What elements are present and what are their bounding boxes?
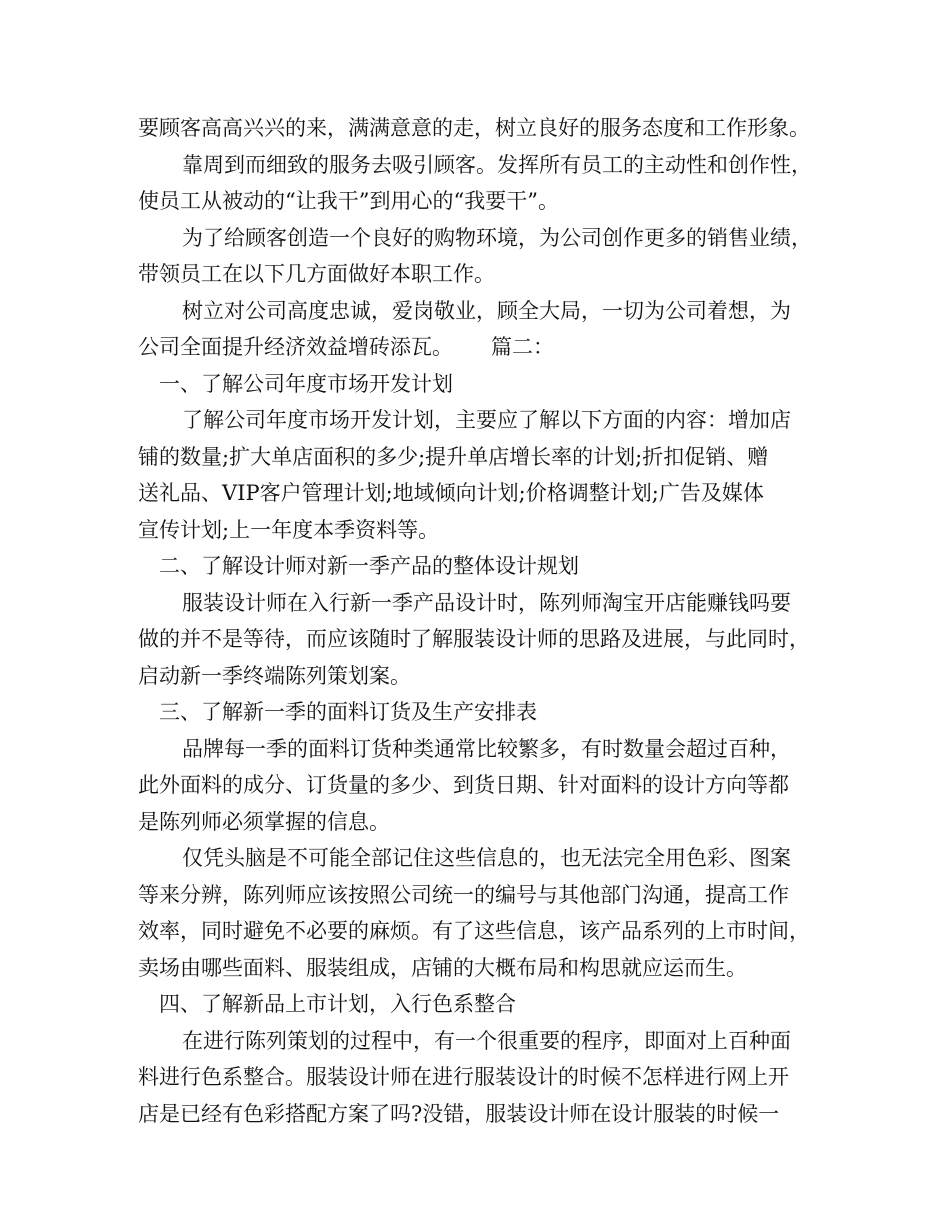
text-line: 带领员工在以下几方面做好本职工作。 (138, 262, 495, 286)
text-line: 店是已经有色彩搭配方案了吗?没错，服装设计师在设计服装的时候一 (138, 1101, 780, 1126)
text-line: 宣传计划;上一年度本季资料等。 (138, 517, 440, 542)
section-heading: 一、了解公司年度市场开发计划 (159, 371, 453, 396)
text-line: 靠周到而细致的服务去吸引顾客。发挥所有员工的主动性和创作性， (182, 152, 812, 177)
section-heading: 三、了解新一季的面料订货及生产安排表 (159, 700, 537, 724)
text-line: 铺的数量;扩大单店面积的多少;提升单店增长率的计划;折扣促销、赠 (138, 444, 769, 469)
text-line: 要顾客高高兴兴的来，满满意意的走，树立良好的服务态度和工作形象。 (138, 116, 810, 140)
text-line: 服装设计师在入行新一季产品设计时，陈列师淘宝开店能赚钱吗要 (182, 590, 791, 615)
text-line: 使员工从被动的“让我干”到用心的“我要干”。 (138, 189, 559, 213)
text-line: 品牌每一季的面料订货种类通常比较繁多，有时数量会超过百种， (182, 736, 791, 761)
text-line: 为了给顾客创造一个良好的购物环境，为公司创作更多的销售业绩， (182, 225, 812, 250)
document-body (138, 110, 814, 1132)
text-line: 在进行陈列策划的过程中，有一个很重要的程序，即面对上百种面 (182, 1028, 791, 1053)
text-line: 了解公司年度市场开发计划，主要应了解以下方面的内容：增加店 (182, 408, 791, 432)
section-heading-part-two: 篇二： (491, 335, 554, 359)
text-line: 效率，同时避免不必要的麻烦。有了这些信息，该产品系列的上市时间， (138, 919, 810, 943)
text-line: 送礼品、VIP客户管理计划;地域倾向计划;价格调整计划;广告及媒体 (138, 481, 764, 505)
text-line: 此外面料的成分、订货量的多少、到货日期、针对面料的设计方向等都 (138, 773, 789, 797)
section-heading: 二、了解设计师对新一季产品的整体设计规划 (159, 554, 579, 578)
text-line: 是陈列师必须掌握的信息。 (138, 809, 390, 834)
text-line: 等来分辨，陈列师应该按照公司统一的编号与其他部门沟通，提高工作 (138, 882, 789, 907)
text-line (138, 329, 814, 366)
text-line: 卖场由哪些面料、服装组成，店铺的大概布局和构思就应运而生。 (138, 955, 747, 980)
text-line: 树立对公司高度忠诚，爱岗敬业，顾全大局，一切为公司着想，为 (182, 298, 791, 323)
text-line: 做的并不是等待，而应该随时了解服装设计师的思路及进展，与此同时， (138, 627, 810, 651)
text-segment: 公司全面提升经济效益增砖添瓦。 (138, 335, 453, 359)
section-heading: 四、了解新品上市计划，入行色系整合 (159, 992, 516, 1016)
text-line: 启动新一季终端陈列策划案。 (138, 663, 411, 688)
text-line: 料进行色系整合。服装设计师在进行服装设计的时候不怎样进行网上开 (138, 1065, 789, 1089)
text-line: 仅凭头脑是不可能全部记住这些信息的，也无法完全用色彩、图案 (182, 846, 791, 870)
